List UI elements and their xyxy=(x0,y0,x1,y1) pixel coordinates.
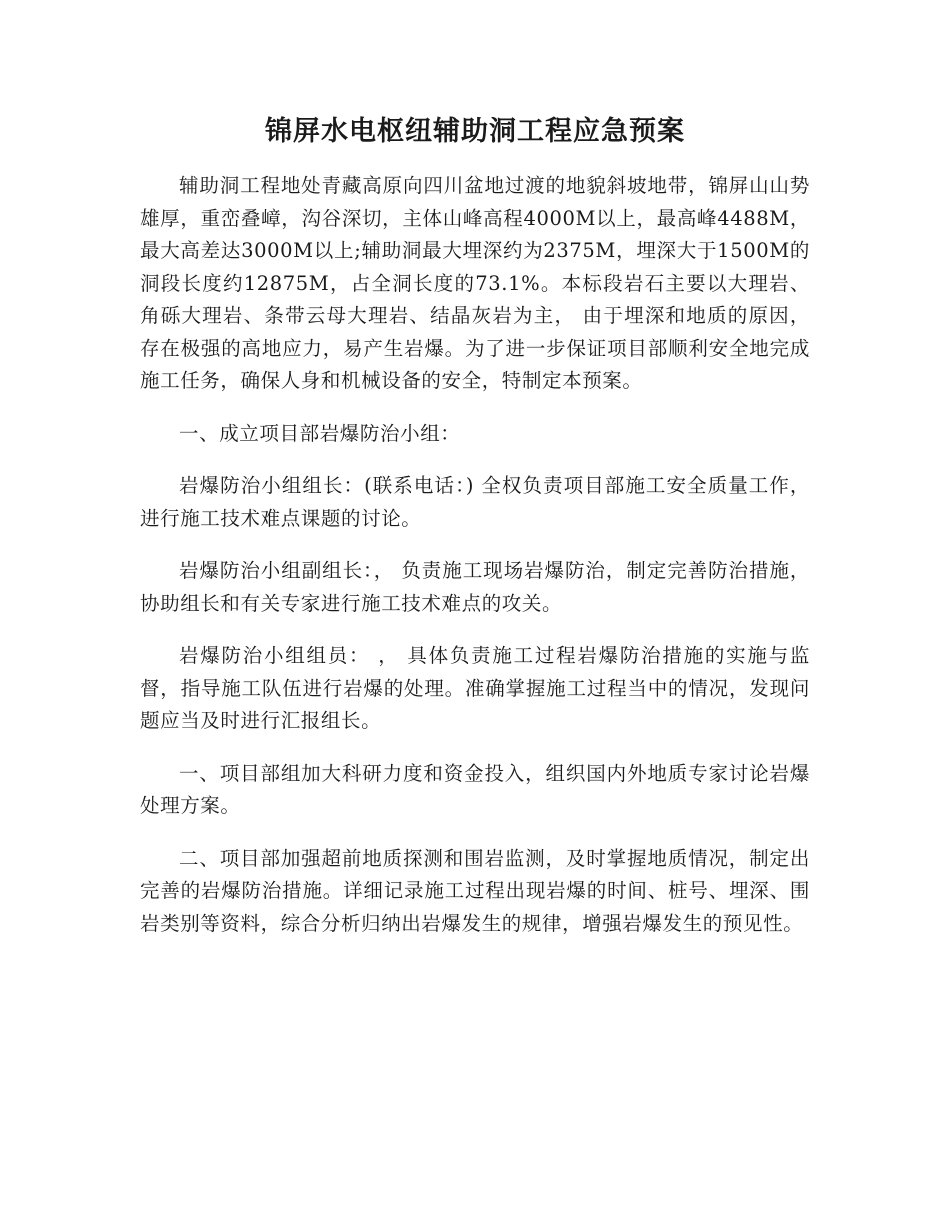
paragraph-research-investment: 一、项目部组加大科研力度和资金投入，组织国内外地质专家讨论岩爆处理方案。 xyxy=(140,761,810,817)
paragraph-section-heading: 一、成立项目部岩爆防治小组： xyxy=(179,421,461,445)
paragraph-team-members: 岩爆防治小组组员： ， 具体负责施工过程岩爆防治措施的实施与监督，指导施工队伍进行岩爆的处理。准确掌握施工过程当中的情况，发现问题应当及时进行汇报组长。 xyxy=(140,644,810,732)
document-title: 锦屏水电枢纽辅助洞工程应急预案 xyxy=(265,116,685,147)
paragraph-intro: 辅助洞工程地处青藏高原向四川盆地过渡的地貌斜坡地带，锦屏山山势雄厚，重峦叠嶂，沟谷深切，主体山峰高程4000M以上，最高峰4488M，最大高差达3000M以上;辅助洞最大埋深约为2375M，埋深大于1500M的洞段长度约12875M，占全洞长度的73.1%。本标段岩石主要以大理岩、角砾大理岩、条带云母大理岩、结晶灰岩为主， 由于埋深和地质的原因，存在极强的高地应力，易产生岩爆。为了进一步保证项目部顺利安全地完成施工任务，确保人身和机械设备的安全，特制定本预案。 xyxy=(140,174,810,392)
paragraph-deputy-leader: 岩爆防治小组副组长：， 负责施工现场岩爆防治，制定完善防治措施，协助组长和有关专家进行施工技术难点的攻关。 xyxy=(140,559,810,615)
paragraph-geological-monitoring: 二、项目部加强超前地质探测和围岩监测，及时掌握地质情况，制定出完善的岩爆防治措施。详细记录施工过程出现岩爆的时间、桩号、埋深、围岩类别等资料，综合分析归纳出岩爆发生的规律，增强岩爆发生的预见性。 xyxy=(140,846,810,935)
paragraph-team-leader: 岩爆防治小组组长：(联系电话：) 全权负责项目部施工安全质量工作，进行施工技术难点课题的讨论。 xyxy=(140,474,810,530)
